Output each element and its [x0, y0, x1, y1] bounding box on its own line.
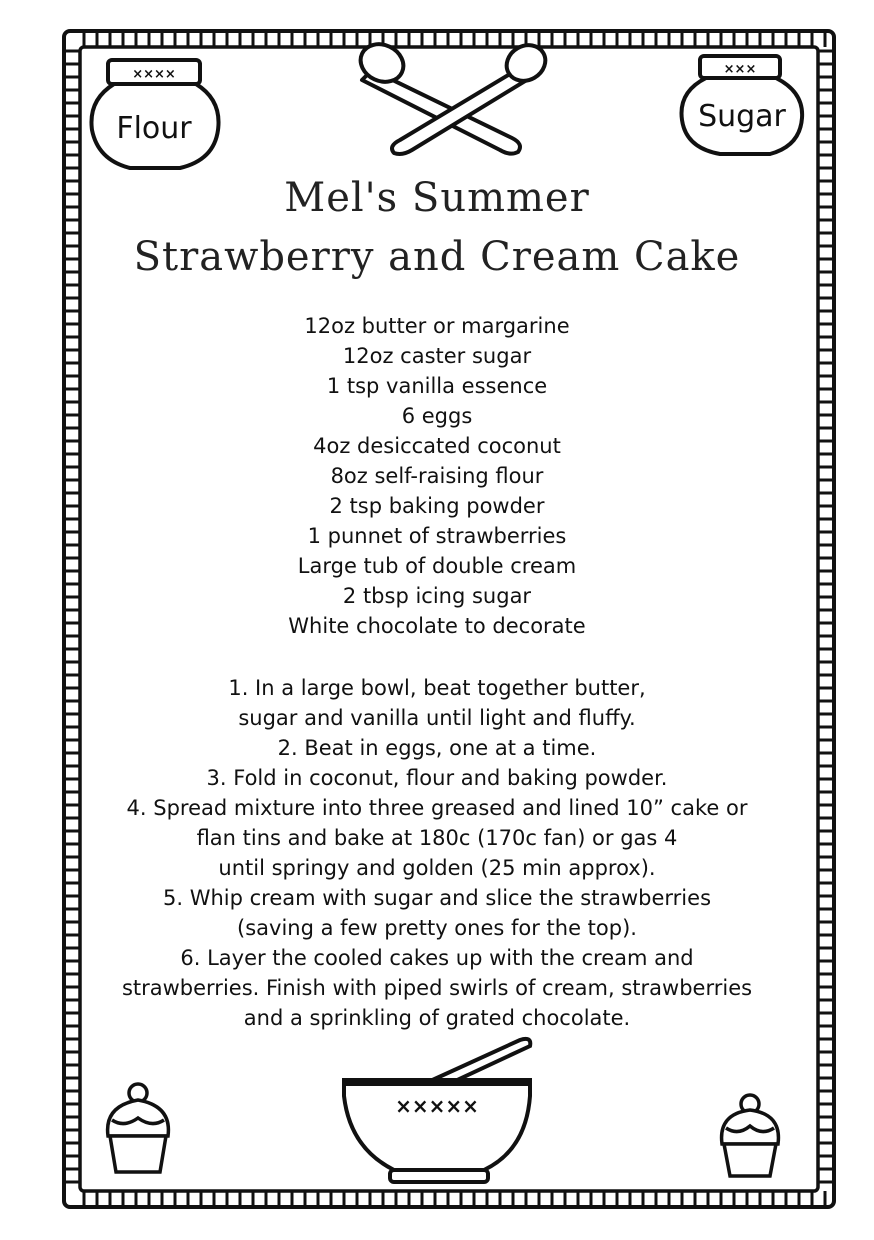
flour-jar-label: Flour: [116, 111, 192, 146]
sugar-jar-label: Sugar: [698, 99, 786, 134]
method-line: 1. In a large bowl, beat together butter,: [228, 676, 646, 700]
ingredient-item: 8oz self-raising flour: [330, 464, 544, 488]
method-line: until springy and golden (25 min approx).: [218, 856, 656, 880]
ingredient-item: 6 eggs: [401, 404, 473, 428]
ingredient-item: White chocolate to decorate: [288, 614, 586, 638]
method-line: 5. Whip cream with sugar and slice the strawberries: [162, 886, 712, 910]
cupcake-icon-right: [722, 1095, 779, 1176]
method-line: 4. Spread mixture into three greased and lined 10” cake or: [126, 796, 748, 820]
crossed-spoons-icon: [354, 37, 551, 154]
ingredient-item: 2 tbsp icing sugar: [342, 584, 532, 608]
mixing-bowl-icon: [344, 1039, 530, 1182]
svg-text:×××: ×××: [723, 62, 757, 77]
ingredient-item: 2 tsp baking powder: [329, 494, 545, 518]
ingredients-list: [0, 311, 874, 641]
method-line: strawberries. Finish with piped swirls of cream, strawberries: [121, 976, 753, 1000]
recipe-title-line-1: Mel's Summer: [284, 175, 590, 221]
ingredient-item: 4oz desiccated coconut: [313, 434, 561, 458]
ingredient-item: 1 tsp vanilla essence: [326, 374, 548, 398]
svg-text:××××: ××××: [132, 67, 176, 82]
method-line: 6. Layer the cooled cakes up with the cream and: [180, 946, 694, 970]
method-line: flan tins and bake at 180c (170c fan) or gas 4: [196, 826, 678, 850]
method-line: (saving a few pretty ones for the top).: [237, 916, 637, 940]
svg-text:×××××: ×××××: [395, 1094, 479, 1118]
method-steps: [60, 673, 814, 1033]
method-line: 2. Beat in eggs, one at a time.: [277, 736, 597, 760]
method-line: and a sprinkling of grated chocolate.: [243, 1006, 631, 1030]
ingredient-item: 12oz caster sugar: [342, 344, 532, 368]
ingredient-item: 12oz butter or margarine: [304, 314, 570, 338]
cupcake-icon-left: [108, 1084, 169, 1172]
method-line: sugar and vanilla until light and fluffy.: [238, 706, 636, 730]
method-line: 3. Fold in coconut, flour and baking powder.: [206, 766, 668, 790]
recipe-title-line-2: Strawberry and Cream Cake: [133, 234, 741, 280]
ingredient-item: Large tub of double cream: [297, 554, 577, 578]
ingredient-item: 1 punnet of strawberries: [307, 524, 567, 548]
